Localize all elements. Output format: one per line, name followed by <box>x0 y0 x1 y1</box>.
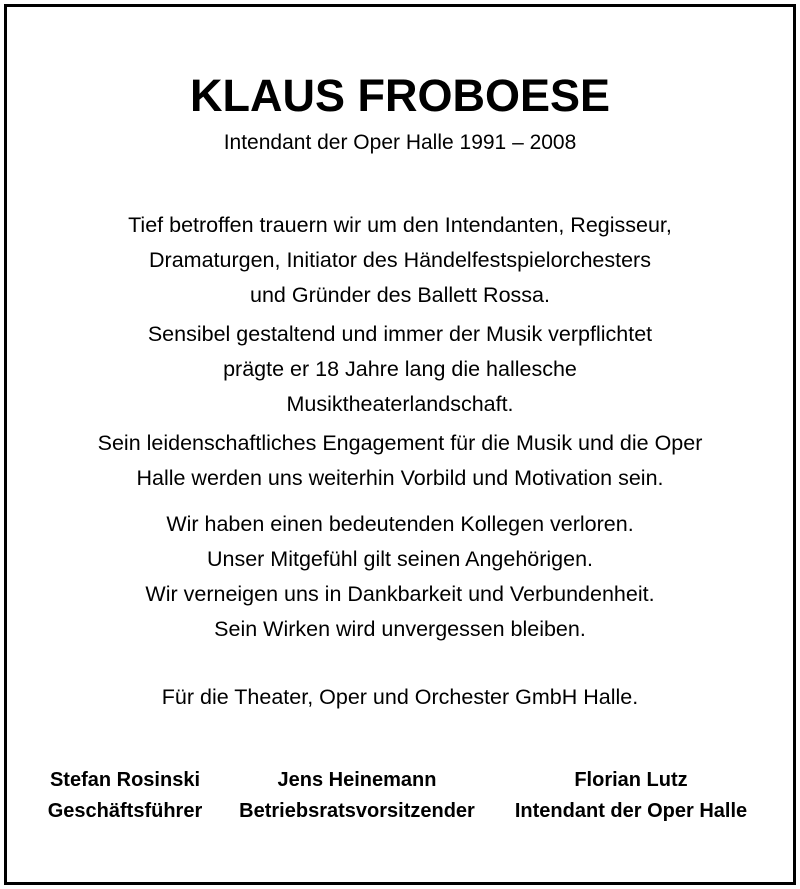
paragraph-line: prägte er 18 Jahre lang die hallesche <box>223 357 577 381</box>
signatory-2 <box>222 765 492 827</box>
signatory-name: Stefan Rosinski <box>49 769 201 791</box>
paragraph-line: und Gründer des Ballett Rossa. <box>250 283 550 307</box>
deceased-role: Intendant der Oper Halle 1991 – 2008 <box>223 131 577 154</box>
paragraph-line: Dramaturgen, Initiator des Händelfestspielorchesters <box>149 248 651 272</box>
tribute-paragraph-4 <box>0 507 800 647</box>
paragraph-line: Wir verneigen uns in Dankbarkeit und Verbundenheit. <box>145 582 655 606</box>
paragraph-line: Sein leidenschaftliches Engagement für die Musik und die Oper <box>97 431 703 455</box>
tribute-paragraph-3 <box>0 426 800 496</box>
signatory-name: Jens Heinemann <box>277 769 437 791</box>
tribute-paragraph-2 <box>0 317 800 422</box>
signatory-3 <box>500 765 762 827</box>
paragraph-line: Halle werden uns weiterhin Vorbild und Motivation sein. <box>136 466 664 490</box>
paragraph-line: Musiktheaterlandschaft. <box>286 392 514 416</box>
signatory-title: Geschäftsführer <box>47 800 203 822</box>
signatory-1 <box>40 765 210 827</box>
closing-line: Für die Theater, Oper und Orchester GmbH Halle. <box>161 685 639 709</box>
paragraph-line: Tief betroffen trauern wir um den Intendanten, Regisseur, <box>128 213 672 237</box>
deceased-name: KLAUS FROBOESE <box>189 70 611 121</box>
signatory-name: Florian Lutz <box>574 769 688 791</box>
paragraph-line: Sensibel gestaltend und immer der Musik verpflichtet <box>147 322 653 346</box>
paragraph-line: Wir haben einen bedeutenden Kollegen verloren. <box>166 512 634 536</box>
tribute-paragraph-1 <box>0 208 800 313</box>
paragraph-line: Sein Wirken wird unvergessen bleiben. <box>214 617 586 641</box>
signatory-title: Intendant der Oper Halle <box>514 800 748 822</box>
signatory-title: Betriebsratsvorsitzender <box>239 800 475 822</box>
paragraph-line: Unser Mitgefühl gilt seinen Angehörigen. <box>206 547 594 571</box>
